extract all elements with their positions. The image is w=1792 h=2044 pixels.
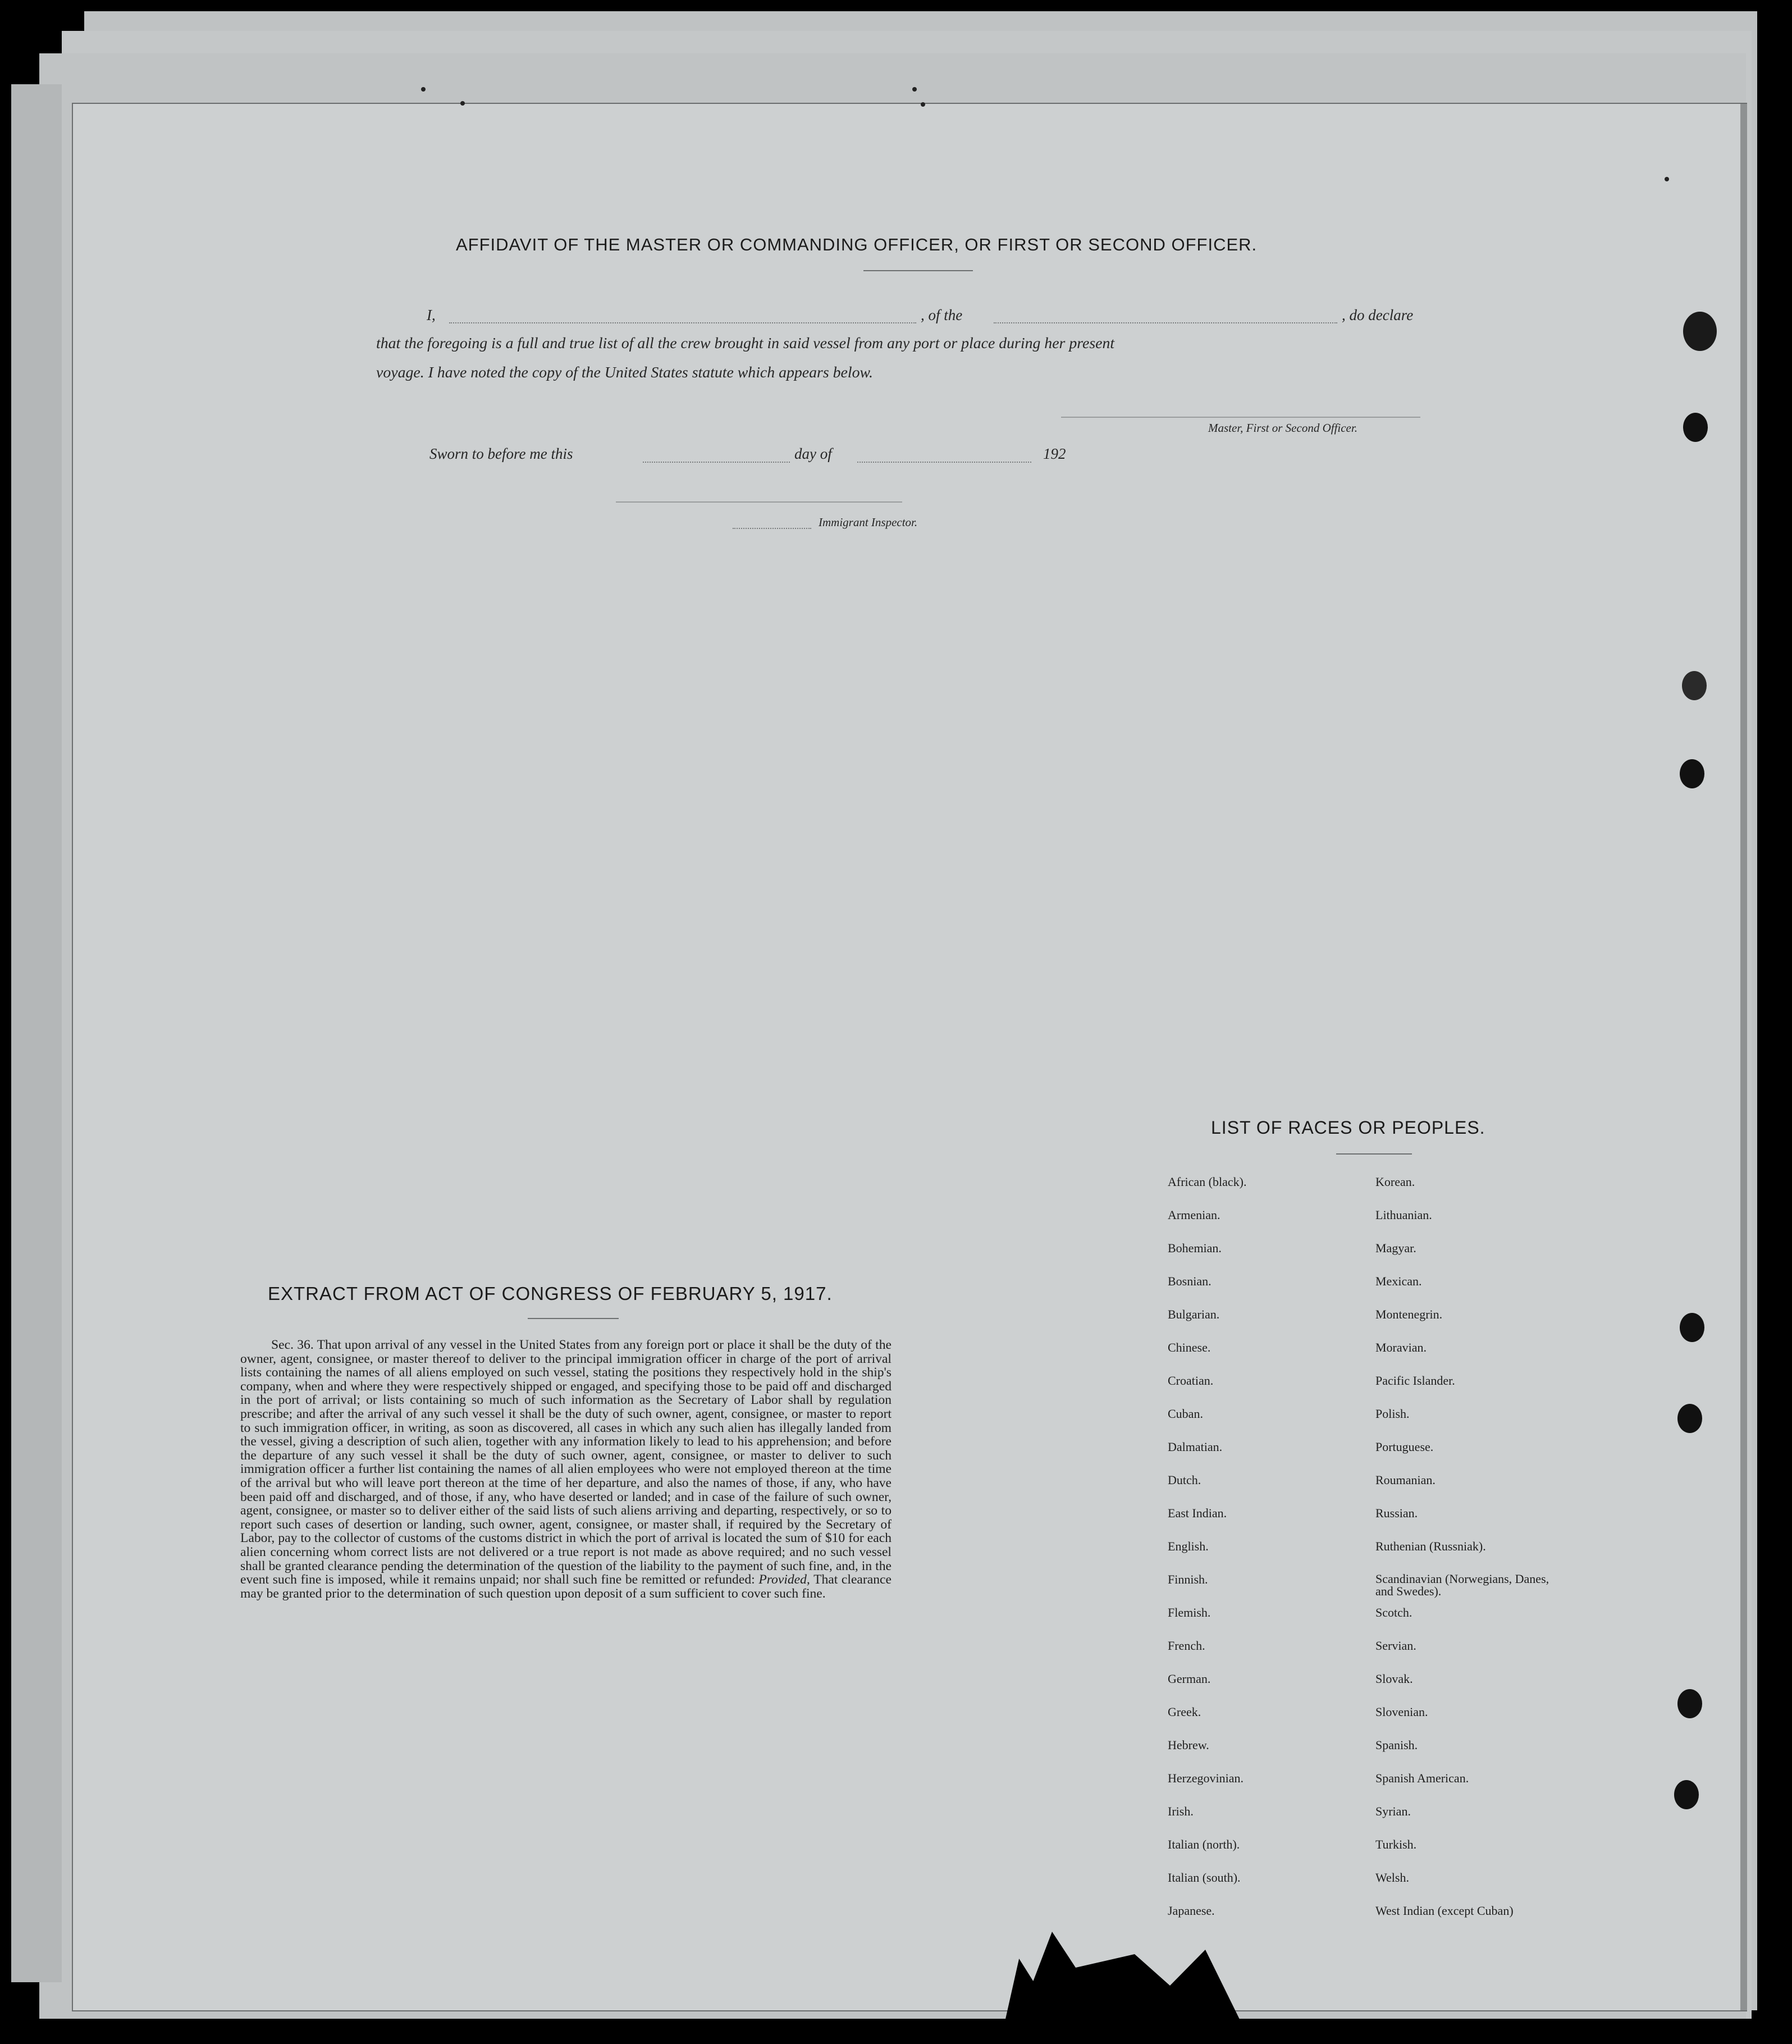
speck	[912, 87, 917, 92]
punch-hole	[1677, 1689, 1702, 1718]
race-item: Polish.	[1375, 1407, 1410, 1421]
race-item: Slovak.	[1375, 1672, 1413, 1686]
affidavit-do-declare: , do declare	[1342, 307, 1414, 323]
affidavit-title: AFFIDAVIT OF THE MASTER OR COMMANDING OFFICER, OR FIRST OR SECOND OFFICER.	[456, 235, 1258, 254]
race-item: Flemish.	[1168, 1605, 1211, 1619]
race-item: Slovenian.	[1375, 1705, 1428, 1719]
sworn-day-line[interactable]	[643, 462, 790, 463]
year-prefix: 192	[1043, 445, 1066, 462]
race-item: Servian.	[1375, 1639, 1416, 1653]
race-item: Herzegovinian.	[1168, 1771, 1244, 1785]
race-item: Armenian.	[1168, 1208, 1220, 1222]
race-item: Montenegrin.	[1375, 1307, 1443, 1321]
race-item: Japanese.	[1168, 1904, 1215, 1918]
extract-title-rule	[528, 1318, 619, 1319]
statute-body: That upon arrival of any vessel in the United States from any foreign port or place it shall be the duty of the owner, agent, consignee, or master thereof to deliver to the principal immigration officer in charge of the port of arrival lists containing the names of all aliens employed on such vessel, stating the positions they respectively hold in the ship's company, when and where they were respectively shipped or engaged, and specifying those to be paid off and discharged in the port of arrival; or lists containing so much of such information as the Secretary of Labor shall by regulation prescribe; and after the arrival of any such vessel it shall be the duty of such owner, agent, consignee, or master to report to such immigration officer, in writing, as soon as discovered, all cases in which any such alien has illegally landed from the vessel, giving a description of such alien, together with any information likely to lead to his apprehension; and before the departure of any such vessel it shall be the duty of such owner, agent, consignee, or master to deliver to such immigration officer a further list containing the names of all alien employees who were not employed thereon at the time of the arrival but who will leave port thereon at the time of her departure, and also the names of those, if any, who have been paid off and discharged, and of those, if any, who have deserted or landed; and in case of the failure of such owner, agent, consignee, or master so to deliver either of the said lists of such aliens arriving and departing, respectively, or so to report such cases of desertion or landing, such owner, agent, consignee, or master shall, if required by the Secretary of Labor, pay to the collector of customs of the customs district in which the port of arrival is located the sum of $10 for each alien concerning whom correct lists are not delivered or a true report is not made as above required; and no such vessel shall be granted clearance pending the determination of the question of the liability to the payment of such fine, and, in the event such fine is imposed, while it remains unpaid; nor shall such fine be remitted or refunded:	[240, 1338, 892, 1587]
race-item: Chinese.	[1168, 1340, 1211, 1354]
affidavit-line-2: that the foregoing is a full and true list of all the crew brought in said vessel from any port or place during her present	[376, 335, 1115, 352]
race-item: German.	[1168, 1672, 1211, 1686]
race-item: Spanish American.	[1375, 1771, 1469, 1785]
master-name-line[interactable]	[449, 322, 916, 323]
master-signature-caption: Master, First or Second Officer.	[1208, 421, 1357, 435]
race-item: Welsh.	[1375, 1870, 1409, 1885]
punch-hole	[1677, 1404, 1702, 1433]
race-item: Hebrew.	[1168, 1738, 1209, 1752]
race-item: Bulgarian.	[1168, 1307, 1220, 1321]
title-rule	[863, 270, 973, 271]
race-item: Moravian.	[1375, 1340, 1427, 1354]
race-item: West Indian (except Cuban)	[1375, 1904, 1514, 1918]
race-item: Finnish.	[1168, 1572, 1208, 1586]
speck	[921, 102, 925, 107]
speck	[421, 87, 426, 92]
race-item: Irish.	[1168, 1804, 1194, 1818]
races-title-rule	[1336, 1153, 1412, 1155]
speck	[1665, 177, 1669, 181]
race-item: Russian.	[1375, 1506, 1418, 1520]
race-item: Croatian.	[1168, 1374, 1214, 1388]
race-item: Cuban.	[1168, 1407, 1203, 1421]
torn-punch-hole	[1683, 312, 1717, 351]
race-item: Scandinavian (Norwegians, Danes, and Swedes).	[1375, 1572, 1549, 1598]
race-item: Syrian.	[1375, 1804, 1411, 1818]
punch-hole	[1680, 1313, 1704, 1342]
inspector-caption: Immigrant Inspector.	[819, 515, 918, 529]
speck	[460, 101, 465, 106]
sworn-month-line[interactable]	[857, 462, 1031, 463]
race-item: Dalmatian.	[1168, 1440, 1223, 1454]
master-signature-line[interactable]	[1061, 417, 1420, 418]
affidavit-of-the: , of the	[921, 307, 963, 323]
race-item: Bosnian.	[1168, 1274, 1212, 1288]
race-item: Magyar.	[1375, 1241, 1416, 1255]
affidavit-line-3: voyage. I have noted the copy of the United States statute which appears below.	[376, 364, 873, 381]
race-item: Bohemian.	[1168, 1241, 1222, 1255]
proviso-word: Provided,	[758, 1572, 810, 1587]
race-item: East Indian.	[1168, 1506, 1227, 1520]
race-item: Turkish.	[1375, 1837, 1417, 1851]
race-item: Roumanian.	[1375, 1473, 1436, 1487]
race-item: African (black).	[1168, 1175, 1247, 1189]
race-item: Portuguese.	[1375, 1440, 1434, 1454]
race-item: English.	[1168, 1539, 1209, 1553]
section-label: Sec. 36.	[271, 1338, 314, 1352]
race-item: Scotch.	[1375, 1605, 1412, 1619]
race-item: Lithuanian.	[1375, 1208, 1432, 1222]
sworn-prefix: Sworn to before me this	[429, 445, 573, 462]
race-item: French.	[1168, 1639, 1205, 1653]
day-of-label: day of	[794, 445, 832, 462]
race-item: Italian (north).	[1168, 1837, 1240, 1851]
race-item: Korean.	[1375, 1175, 1415, 1189]
affidavit-i: I,	[427, 307, 436, 323]
punch-hole	[1674, 1780, 1699, 1809]
statute-proviso: That clearance may be granted prior to the determination of such question upon deposit of a sum sufficient to cover such fine.	[240, 1572, 892, 1601]
races-title: LIST OF RACES OR PEOPLES.	[1211, 1117, 1485, 1138]
race-item: Italian (south).	[1168, 1870, 1241, 1885]
punch-hole	[1682, 671, 1707, 700]
race-item: Ruthenian (Russniak).	[1375, 1539, 1486, 1553]
inspector-dotted-line	[733, 528, 811, 529]
inspector-signature-line[interactable]	[616, 501, 902, 503]
page-edge	[1740, 104, 1747, 2010]
extract-title: EXTRACT FROM ACT OF CONGRESS OF FEBRUARY 5, 1917.	[268, 1283, 833, 1304]
race-item: Greek.	[1168, 1705, 1201, 1719]
race-item: Spanish.	[1375, 1738, 1418, 1752]
punch-hole	[1683, 413, 1708, 442]
back-sheet-edge	[11, 84, 62, 1982]
race-item: Dutch.	[1168, 1473, 1201, 1487]
statute-text	[240, 1338, 892, 1600]
vessel-name-line[interactable]	[994, 322, 1337, 323]
races-list	[1168, 1175, 1594, 1937]
race-item: Mexican.	[1375, 1274, 1422, 1288]
punch-hole	[1680, 759, 1704, 788]
race-item: Pacific Islander.	[1375, 1374, 1455, 1388]
